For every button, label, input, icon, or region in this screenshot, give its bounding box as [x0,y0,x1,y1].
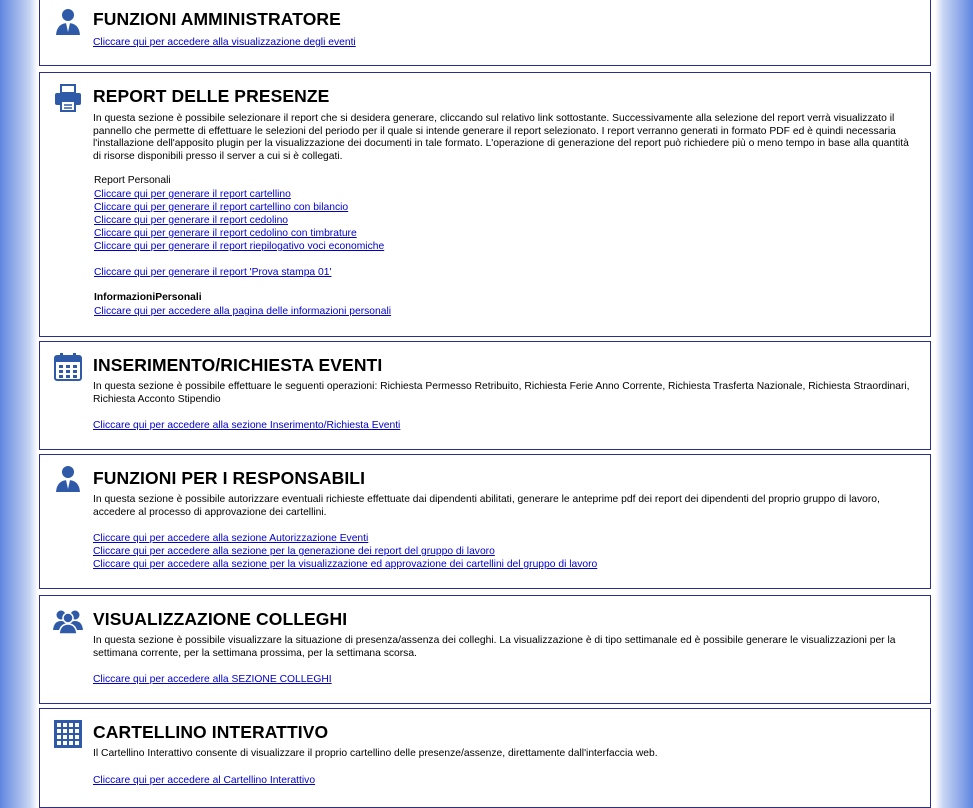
section-events [39,341,931,450]
calendar-icon [53,352,83,382]
group-timecards-link[interactable]: Cliccare qui per accedere alla sezione per la visualizzazione ed approvazione dei cartellini del gruppo di lavoro [93,559,598,570]
events-section-link[interactable]: Cliccare qui per accedere alla sezione Inserimento/Richiesta Eventi [93,420,401,431]
report-cartellino-bilancio-link[interactable]: Cliccare qui per generare il report cartellino con bilancio [94,202,349,213]
report-cedolino-link[interactable]: Cliccare qui per generare il report cedolino [94,215,289,226]
section-admin [39,0,931,66]
section-title: VISUALIZZAZIONE COLLEGHI [93,609,348,629]
section-description: In questa sezione è possibile effettuare le seguenti operazioni: Richiesta Permesso Retribuito, Richiesta Ferie Anno Corrente, Richiesta Trasferta Nazionale, Richiesta Straordinari, Richiesta Acconto Stipendio [93,381,910,405]
personal-info-link[interactable]: Cliccare qui per accedere alla pagina delle informazioni personali [94,306,392,317]
section-title: FUNZIONI AMMINISTRATORE [93,9,341,29]
view-events-link[interactable]: Cliccare qui per accedere alla visualizzazione degli eventi [93,37,356,48]
report-prova-stampa-link[interactable]: Cliccare qui per generare il report 'Prova stampa 01' [94,267,332,278]
section-description: In questa sezione è possibile autorizzare eventuali richieste effettuate dai dipendenti abilitati, generare le anteprime pdf dei report dei dipendenti del proprio gruppo di lavoro, accedere al processo di approvazione dei cartellini. [93,494,880,518]
report-cedolino-timbrature-link[interactable]: Cliccare qui per generare il report cedolino con timbrature [94,228,357,239]
section-title: INSERIMENTO/RICHIESTA EVENTI [93,355,383,375]
people-group-icon [53,606,83,636]
section-report [39,72,931,337]
personal-info-heading: InformazioniPersonali [94,292,202,303]
printer-icon [53,83,83,113]
report-voci-economiche-link[interactable]: Cliccare qui per generare il report riepilogativo voci economiche [94,241,385,252]
authorize-events-link[interactable]: Cliccare qui per accedere alla sezione Autorizzazione Eventi [93,533,369,544]
section-title: FUNZIONI PER I RESPONSABILI [93,468,366,488]
colleagues-section-link[interactable]: Cliccare qui per accedere alla SEZIONE COLLEGHI [93,674,332,685]
section-managers [39,454,931,589]
report-cartellino-link[interactable]: Cliccare qui per generare il report cartellino [94,189,291,200]
grid-icon [53,719,83,749]
group-reports-link[interactable]: Cliccare qui per accedere alla sezione per la generazione dei report del gruppo di lavoro [93,546,495,557]
section-description: In questa sezione è possibile selezionare il report che si desidera generare, cliccando sul relativo link sottostante. Successivamente alla selezione del report verrà visualizzato il pannello che permette di effettuare le selezioni del periodo per il quale si intende generare il report selezionato. I report verranno generati in formato PDF ed è quindi necessaria l'installazione dell'apposito plugin per la visualizzazione dei documenti in tale formato. L'operazione di generazione del report può richiedere più o meno tempo in base alla quantità di risorse disponibili presso il server a cui si è collegati. [93,113,909,162]
section-title: REPORT DELLE PRESENZE [93,86,330,106]
personal-reports-heading: Report Personali [94,175,171,186]
section-title: CARTELLINO INTERATTIVO [93,722,329,742]
section-description: In questa sezione è possibile visualizzare la situazione di presenza/assenza dei colleghi. La visualizzazione è di tipo settimanale ed è possibile generare le visualizzazioni per la settimana corrente, per la settimana prossima, per la settimana scorsa. [93,635,896,659]
timecard-link[interactable]: Cliccare qui per accedere al Cartellino Interattivo [93,775,316,786]
section-description: Il Cartellino Interattivo consente di visualizzare il proprio cartellino delle presenze/assenze, direttamente dall'interfaccia web. [93,748,658,759]
main-content [38,0,935,796]
user-admin-icon [53,7,83,37]
section-colleagues [39,595,931,704]
section-timecard [39,708,931,808]
user-manager-icon [53,464,83,494]
